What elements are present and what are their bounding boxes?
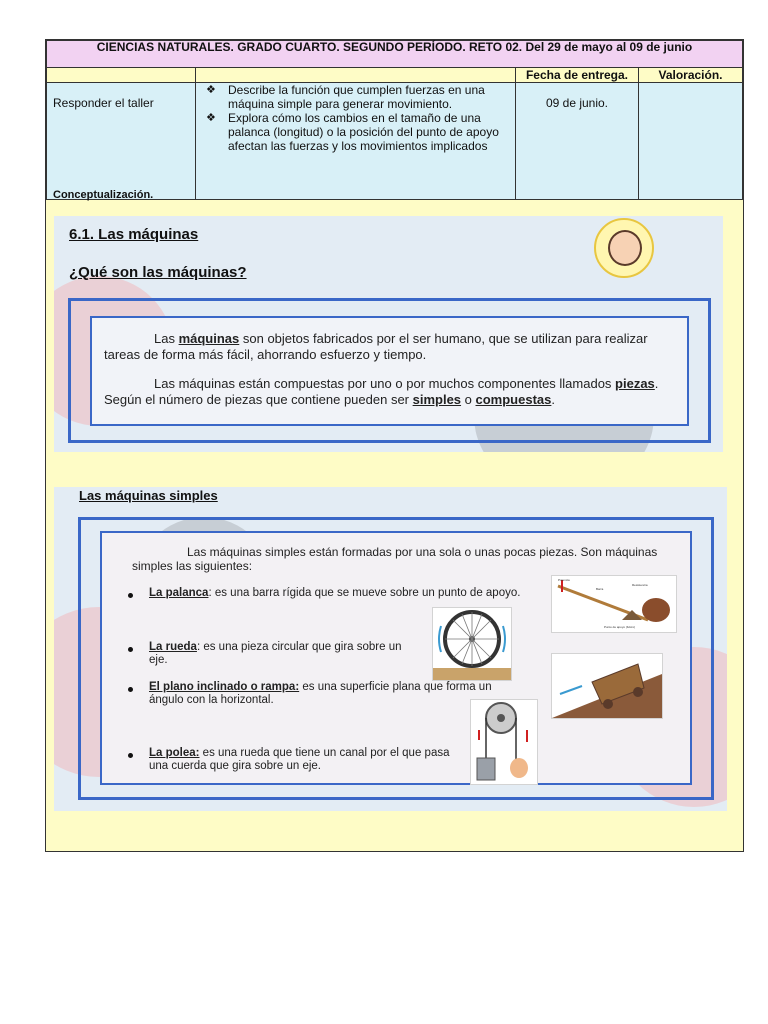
svg-text:Potencia: Potencia	[558, 578, 570, 582]
definition-paragraph: Las máquinas son objetos fabricados por el ser humano, que se utilizan para realizar tareas de forma más fácil, ahorrando esfuerzo y tiempo.	[104, 331, 648, 362]
lever-icon	[552, 576, 676, 632]
slide-heading: 6.1. Las máquinas	[69, 226, 199, 243]
svg-text:Punto de apoyo (fulcro): Punto de apoyo (fulcro)	[604, 625, 636, 629]
ramp-item: El plano inclinado o rampa: es una superficie plana que forma un ángulo con la horizontal.	[149, 681, 492, 706]
due-date-header: Fecha de entrega.	[516, 68, 639, 83]
worksheet-title: CIENCIAS NATURALES. GRADO CUARTO. SEGUNDO PERÍODO. RETO 02. Del 29 de mayo al 09 de junio	[47, 41, 743, 68]
lever-illustration	[551, 575, 677, 633]
wheel-illustration	[432, 607, 512, 681]
slide-question: ¿Qué son las máquinas?	[69, 264, 247, 281]
objectives-list	[202, 83, 509, 153]
pieces-paragraph: Las máquinas están compuestas por uno o por muchos componentes llamados piezas. Según el número de piezas que contiene pueden ser simples o compuestas.	[104, 376, 659, 407]
header-table	[46, 40, 743, 200]
objective-item: ❖ Explora cómo los cambios en el tamaño de una palanca (longitud) o la posición del punto de apoyo afectan las fuerzas y los movimientos implicados	[206, 111, 499, 153]
empty-header-cell	[47, 68, 196, 83]
concept-label: Conceptualización.	[53, 189, 154, 201]
pulley-item: La polea: es una rueda que tiene un canal por el que pasa una cuerda que gira sobre un eje.	[149, 747, 450, 772]
activity-cell: Responder el taller	[47, 83, 196, 200]
diamond-bullet-icon: ❖	[206, 84, 216, 96]
pulley-icon	[471, 700, 537, 784]
bullet-dot-icon	[128, 687, 133, 692]
bullet-dot-icon	[128, 593, 133, 598]
ramp-cart-icon	[552, 654, 662, 718]
svg-text:Barra: Barra	[596, 587, 604, 591]
pulley-illustration	[470, 699, 538, 785]
grade-header: Valoración.	[639, 68, 743, 83]
objectives-cell	[196, 83, 516, 200]
lightbulb-avatar-icon	[594, 218, 654, 278]
worksheet	[45, 39, 744, 852]
avatar-face-icon	[608, 230, 642, 266]
wheel-item: La rueda: es una pieza circular que gira sobre un eje.	[149, 641, 402, 666]
empty-header-cell	[196, 68, 516, 83]
slide-heading: Las máquinas simples	[79, 488, 218, 503]
simple-machines-intro: Las máquinas simples están formadas por una sola o unas pocas piezas. Son máquinas simples las siguientes:	[132, 545, 658, 573]
bullet-dot-icon	[128, 647, 133, 652]
ramp-illustration	[551, 653, 663, 719]
due-date-value: 09 de junio.	[516, 83, 639, 200]
grade-value	[639, 83, 743, 200]
objective-item: ❖ Describe la función que cumplen fuerzas en una máquina simple para generar movimiento.	[206, 83, 485, 111]
slide-maquinas-simples	[54, 487, 727, 811]
slide-las-maquinas	[54, 216, 723, 452]
lever-item: La palanca: es una barra rígida que se mueve sobre un punto de apoyo.	[149, 587, 521, 599]
bullet-dot-icon	[128, 753, 133, 758]
bicycle-wheel-icon	[433, 608, 511, 680]
diamond-bullet-icon: ❖	[206, 112, 216, 124]
svg-text:Resistencia: Resistencia	[632, 583, 648, 587]
